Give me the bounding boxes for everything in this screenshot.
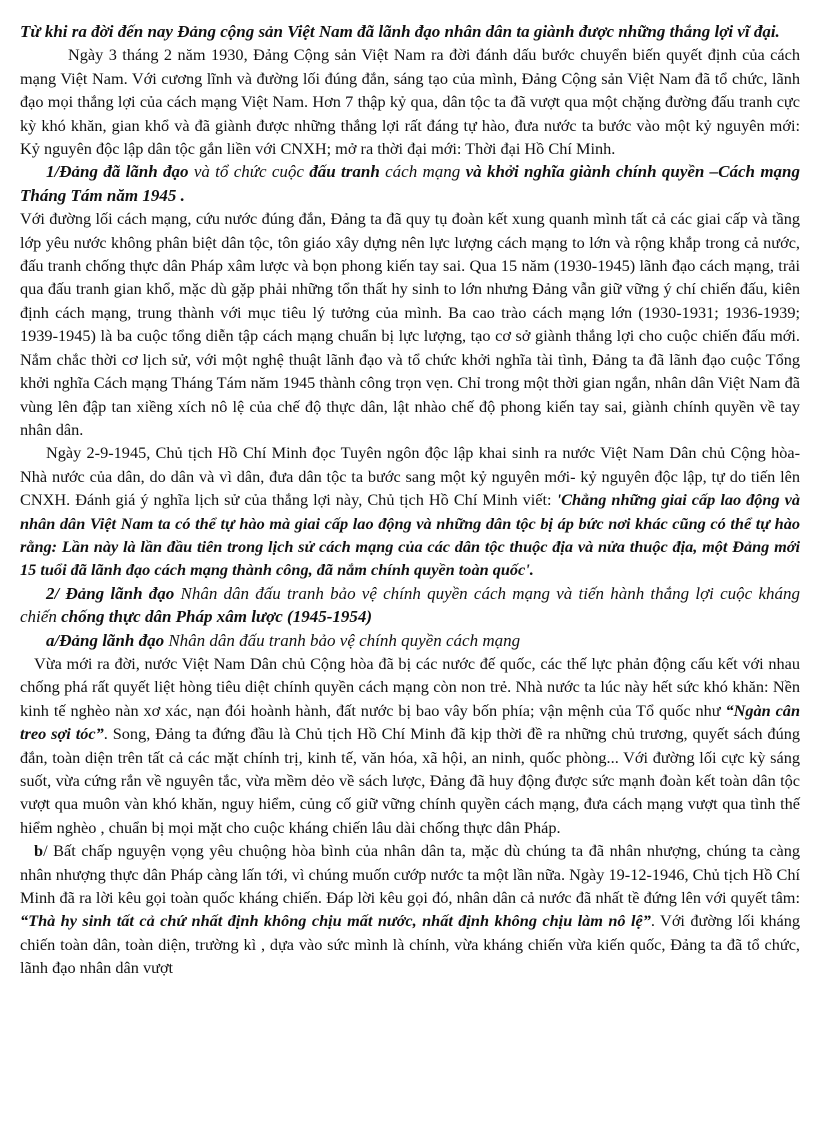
heading-part: Nhân dân đấu tranh bảo vệ chính quyền cách mạng	[164, 630, 521, 650]
heading-part: và khởi nghĩa giành chính quyền –Cách mạng Tháng Tám năm 1945 .	[20, 162, 801, 205]
heading-part: và tổ chức cuộc	[188, 162, 310, 182]
heading-part: Nhân dân đấu tranh bảo vệ chính quyền cách mạng và tiến hành thắng lợi cuộc kháng chiến	[20, 583, 800, 627]
paragraph	[20, 839, 800, 979]
intro-paragraph: Ngày 3 tháng 2 năm 1930, Đảng Cộng sản Việt Nam ra đời đánh dấu bước chuyển biến quyết định của cách mạng Việt Nam. Với cương lĩnh và đường lối đúng đắn, sáng tạo của mình, Đảng Cộng sản Việt Nam đã tổ chức, lãnh đạo mọi thắng lợi của cách mạng Việt Nam. Hơn 7 thập kỷ qua, dân tộc ta đã vượt qua một chặng đường đấu tranh cực kỳ khó khăn, gian khổ và đã giành được những thắng lợi rất đáng tự hào, đưa nước ta bước vào một kỷ nguyên mới: Kỷ nguyên độc lập dân tộc gắn liền với CNXH; mở ra thời đại mới: Thời đại Hồ Chí Minh.	[20, 45, 800, 159]
paragraph	[20, 652, 800, 839]
paragraph	[20, 441, 800, 581]
section-2a-heading	[20, 629, 800, 652]
heading-part: chống thực dân Pháp xâm lược (1945-1954)	[61, 607, 373, 627]
item-letter: b	[34, 841, 44, 861]
paragraph-text: . Song, Đảng ta đứng đầu là Chủ tịch Hồ Chí Minh đã kịp thời đề ra những chủ trương, quyết sách đúng đắn, toàn diện trên tất cả các mặt chính trị, kinh tế, văn hóa, xã hội, an ninh, quốc phòng... Với đường lối cực kỳ sáng suốt, vừa cứng rắn về nguyên tắc, vừa mềm dẻo về sách lược, Đảng đã huy động được sức mạnh đoàn kết toàn dân tộc vượt qua muôn vàn khó khăn, nguy hiểm, củng cố giữ vững chính quyền cách mạng, đưa cách mạng vượt qua tình thế hiểm nghèo , chuẩn bị mọi mặt cho cuộc kháng chiến lâu dài chống thực dân Pháp.	[20, 724, 800, 837]
quote-text: “Thà hy sinh tất cả chứ nhất định không chịu mất nước, nhất định không chịu làm nô lệ”	[20, 911, 651, 931]
heading-part: cách mạng	[379, 162, 466, 182]
quote-text: 'Chẳng những giai cấp lao động và nhân dân Việt Nam ta có thể tự hào mà giai cấp lao động và những dân tộc bị áp bức nơi khác cũng có thể tự hào rằng: Lần này là lần đầu tiên trong lịch sử cách mạng của các dân tộc thuộc địa và nửa thuộc địa, một Đảng mới 15 tuổi đã lãnh đạo cách mạng thành công, đã nắm chính quyền toàn quốc'.	[20, 490, 801, 580]
paragraph-text: Vừa mới ra đời, nước Việt Nam Dân chủ Cộng hòa đã bị các nước đế quốc, các thế lực phản động cấu kết với nhau chống phá rất quyết liệt hòng tiêu diệt chính quyền cách mạng còn non trẻ. Nhà nước ta lúc này hết sức khó khăn: Nền kinh tế nghèo nàn xơ xác, nạn đói hoành hành, đất nước bị bao vây bốn phía; vận mệnh của Tổ quốc như	[20, 653, 800, 720]
paragraph-text: Ngày 2-9-1945, Chủ tịch Hồ Chí Minh đọc Tuyên ngôn độc lập khai sinh ra nước Việt Nam Dân chủ Cộng hòa- Nhà nước của dân, do dân và vì dân, đưa dân tộc ta bước sang một kỷ nguyên mới- kỷ nguyên độc lập, tự do tiến lên CNXH. Đánh giá ý nghĩa lịch sử của thắng lợi này, Chủ tịch Hồ Chí Minh viết:	[20, 443, 800, 510]
section-2-heading	[20, 582, 800, 629]
quote-text: “Ngàn cân treo sợi tóc”	[20, 700, 800, 744]
heading-part: đấu tranh	[309, 162, 380, 182]
document-title: Từ khi ra đời đến nay Đảng cộng sản Việt Nam đã lãnh đạo nhân dân ta giành được những thắng lợi vĩ đại.	[20, 22, 780, 41]
document-page	[20, 20, 800, 980]
paragraph-text: . Với đường lối kháng chiến toàn dân, toàn diện, trường kì , dựa vào sức mình là chính, vừa kháng chiến vừa kiến quốc, Đảng ta đã tổ chức, lãnh đạo nhân dân vượt	[20, 911, 800, 978]
paragraph: Với đường lối cách mạng, cứu nước đúng đắn, Đảng ta đã quy tụ đoàn kết xung quanh mình tất cả các giai cấp và tầng lớp yêu nước không phân biệt dân tộc, tôn giáo xây dựng nên lực lượng cách mạng to lớn và rộng khắp trong cả nước, đấu tranh chống thực dân Pháp xâm lược và bọn phong kiến tay sai. Qua 15 năm (1930-1945) lãnh đạo cách mạng, trải qua đấu tranh gian khổ, mặc dù gặp phải những tổn thất hy sinh to lớn nhưng Đảng vẫn giữ vững ý chí chiến đấu, kiên định cách mạng, trung thành với mục tiêu lý tưởng của mình. Ba cao trào cách mạng lớn (1930-1931; 1936-1939; 1939-1945) là ba cuộc tổng diễn tập cách mạng chuẩn bị lực lượng, tạo cơ sở giành thắng lợi cho cuộc chiến đấu mới. Nắm chắc thời cơ lịch sử, với một nghệ thuật lãnh đạo và tổ chức khởi nghĩa tài tình, Đảng ta đã lãnh đạo cuộc Tổng khởi nghĩa Cách mạng Tháng Tám năm 1945 thành công trọn vẹn. Chỉ trong một thời gian ngắn, nhân dân Việt Nam đã vùng lên đập tan xiềng xích nô lệ của chế độ thực dân, lật nhào chế độ phong kiến tay sai, giành chính quyền về tay nhân dân.	[20, 209, 800, 439]
heading-part: a/Đảng lãnh đạo	[46, 630, 165, 650]
paragraph-text: / Bất chấp nguyện vọng yêu chuộng hòa bình của nhân dân ta, mặc dù chúng ta đã nhân nhượng, chúng ta càng nhân nhượng thực dân Pháp càng lấn tới, vì chúng muốn cướp nước ta một lần nữa. Ngày 19-12-1946, Chủ tịch Hồ Chí Minh đã ra lời kêu gọi toàn quốc kháng chiến. Đáp lời kêu gọi đó, nhân dân cả nước đã nhất tề đứng lên với quyết tâm:	[20, 841, 800, 908]
heading-part: 1/Đảng đã lãnh đạo	[46, 162, 189, 182]
heading-part: 2/ Đảng lãnh đạo	[46, 583, 175, 603]
section-1-heading	[20, 160, 800, 207]
